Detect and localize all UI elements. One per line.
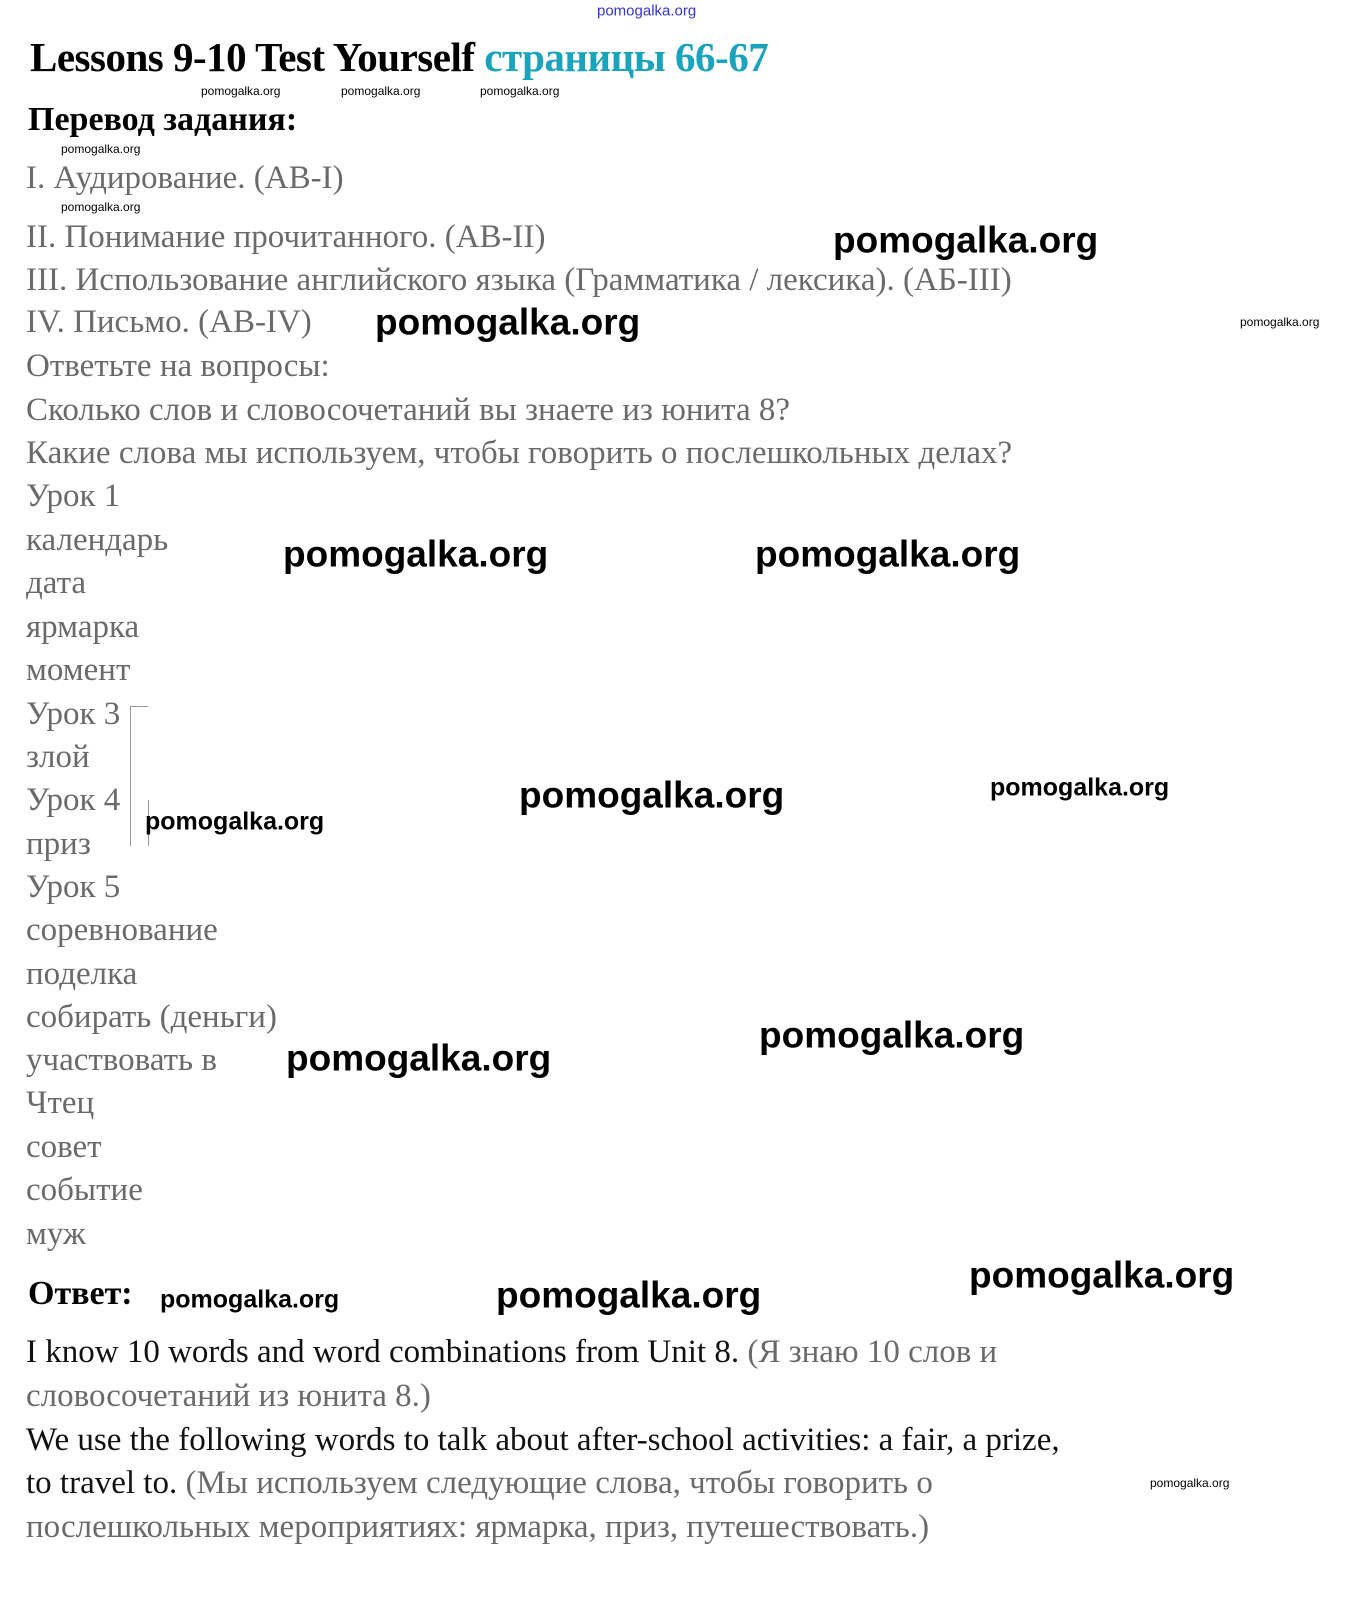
task-line: Урок 5 (26, 869, 121, 905)
watermark: pomogalka.org (833, 219, 1099, 261)
task-line: участвовать в (26, 1042, 217, 1078)
task-line: Урок 1 (26, 478, 121, 514)
watermark: pomogalka.org (160, 1285, 340, 1314)
task-line: соревнование (26, 912, 218, 948)
answer-russian-text: послешкольных мероприятиях: ярмарка, приз, путешествовать.) (26, 1509, 930, 1545)
page-title (30, 34, 768, 80)
task-line: событие (26, 1172, 143, 1208)
task-line: совет (26, 1129, 102, 1165)
watermark: pomogalka.org (145, 807, 325, 836)
task-line: собирать (деньги) (26, 999, 277, 1035)
answer-line (26, 1463, 933, 1503)
bracket-line (130, 706, 131, 846)
answer-english-text: I know 10 words and word combinations from Unit 8. (26, 1334, 740, 1370)
task-line: приз (26, 826, 91, 862)
answer-line (26, 1507, 929, 1547)
task-line: Урок 3 (26, 696, 121, 732)
answer-russian-text: (Мы используем следующие слова, чтобы говорить о (177, 1465, 933, 1501)
task-line: злой (26, 739, 90, 775)
answer-line (26, 1332, 997, 1372)
task-line: дата (26, 565, 87, 601)
task-line: Чтец (26, 1085, 95, 1121)
watermark: pomogalka.org (759, 1014, 1025, 1056)
watermark: pomogalka.org (341, 84, 421, 98)
watermark: pomogalka.org (201, 84, 281, 98)
answer-heading: Ответ: (28, 1275, 133, 1312)
watermark: pomogalka.org (375, 301, 641, 343)
answer-line (26, 1376, 431, 1416)
watermark: pomogalka.org (61, 142, 141, 156)
task-line: календарь (26, 522, 169, 558)
task-line: ярмарка (26, 609, 140, 645)
watermark-top: pomogalka.org (597, 2, 697, 20)
answer-english-text: to travel to. (26, 1465, 178, 1501)
bracket-line (130, 706, 148, 707)
watermark: pomogalka.org (1150, 1476, 1230, 1490)
task-line: Урок 4 (26, 782, 121, 818)
task-line: Какие слова мы используем, чтобы говорить о послешкольных делах? (26, 435, 1013, 471)
watermark: pomogalka.org (969, 1254, 1235, 1296)
task-line: III. Использование английского языка (Грамматика / лексика). (АБ-III) (26, 262, 1012, 298)
task-line: момент (26, 652, 131, 688)
watermark: pomogalka.org (519, 774, 785, 816)
watermark: pomogalka.org (496, 1274, 762, 1316)
answer-english-text: We use the following words to talk about after-school activities: a fair, a prize, (26, 1422, 1060, 1458)
watermark: pomogalka.org (480, 84, 560, 98)
watermark: pomogalka.org (61, 200, 141, 214)
watermark: pomogalka.org (990, 773, 1170, 802)
task-line: муж (26, 1216, 86, 1252)
watermark: pomogalka.org (755, 533, 1021, 575)
answer-russian-text: словосочетаний из юнита 8.) (26, 1378, 431, 1414)
task-line: поделка (26, 956, 138, 992)
task-line: Ответьте на вопросы: (26, 348, 330, 384)
watermark: pomogalka.org (286, 1037, 552, 1079)
task-line: Сколько слов и словосочетаний вы знаете из юнита 8? (26, 392, 791, 428)
title-pages: страницы 66-67 (484, 34, 769, 80)
title-main: Lessons 9-10 Test Yourself (30, 34, 475, 80)
task-heading: Перевод задания: (28, 101, 298, 138)
watermark: pomogalka.org (283, 533, 549, 575)
task-line: II. Понимание прочитанного. (AB-II) (26, 219, 546, 255)
answer-line (26, 1420, 1060, 1460)
answer-russian-text: (Я знаю 10 слов и (739, 1334, 998, 1370)
task-line: I. Аудирование. (АВ-I) (26, 160, 344, 196)
watermark: pomogalka.org (1240, 315, 1320, 329)
task-line: IV. Письмо. (AB-IV) (26, 304, 312, 340)
